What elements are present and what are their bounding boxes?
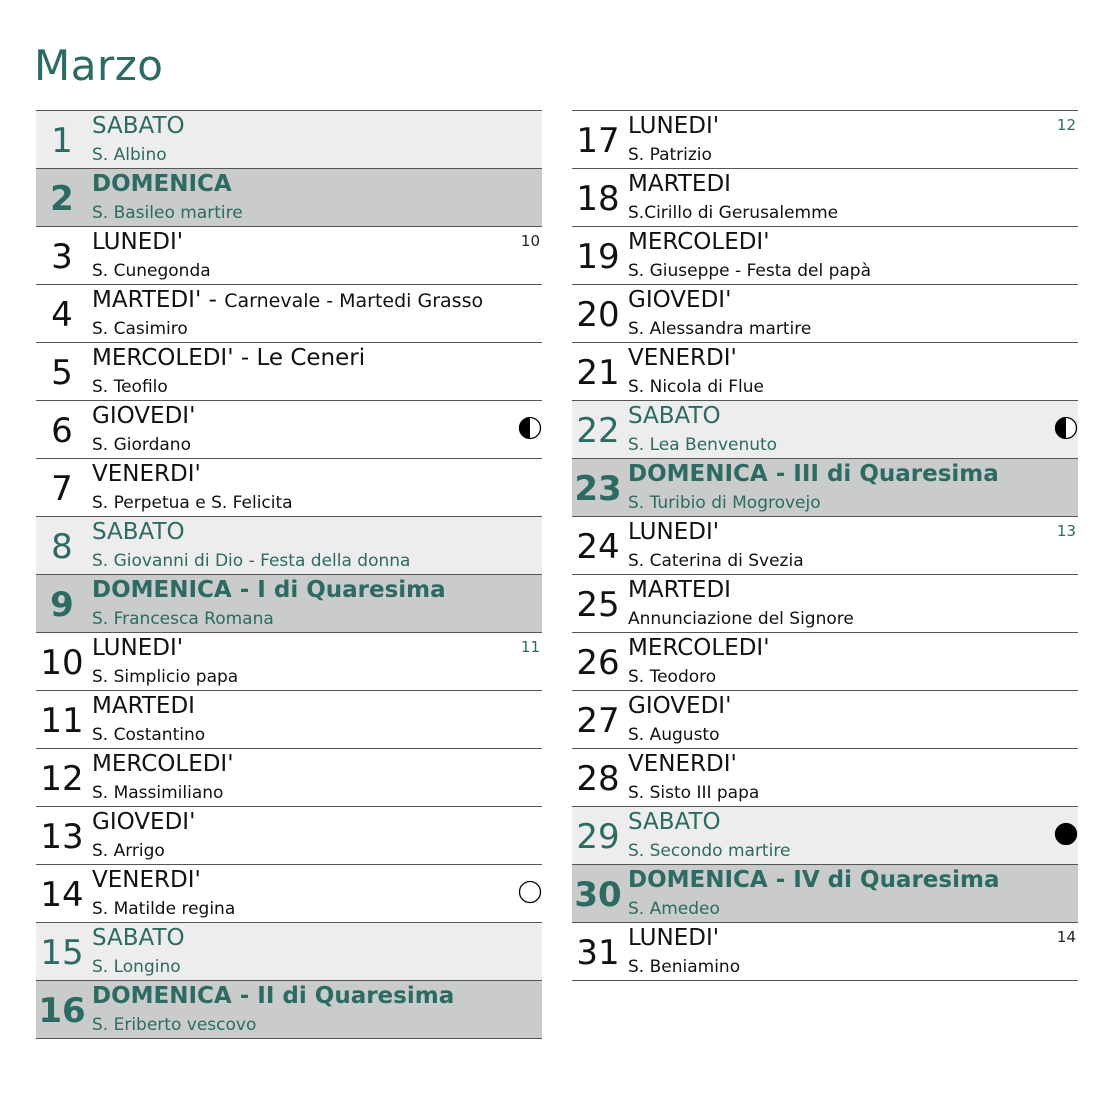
saint-name: S. Basileo martire bbox=[92, 203, 243, 223]
saint-name: S. Casimiro bbox=[92, 319, 188, 339]
weekday-text: SABATO bbox=[92, 925, 185, 951]
holiday-note: Carnevale - Martedi Grasso bbox=[224, 290, 484, 312]
day-row bbox=[36, 459, 542, 517]
page-title: Marzo bbox=[34, 41, 164, 90]
saint-name: S. Sisto III papa bbox=[628, 783, 760, 803]
weekday-text: SABATO bbox=[628, 403, 721, 429]
day-number: 4 bbox=[51, 295, 73, 335]
first-quarter-moon-icon bbox=[518, 416, 542, 440]
day-number: 16 bbox=[38, 991, 86, 1031]
day-number: 2 bbox=[50, 179, 74, 219]
weekday-label bbox=[92, 633, 183, 663]
day-row bbox=[36, 923, 542, 981]
day-number: 8 bbox=[51, 527, 73, 567]
weekday-text: DOMENICA - I di Quaresima bbox=[92, 577, 446, 603]
day-row bbox=[572, 343, 1078, 401]
weekday-label bbox=[92, 459, 201, 489]
weekday-label bbox=[92, 169, 232, 199]
weekday-label bbox=[92, 865, 201, 895]
day-number: 6 bbox=[51, 411, 73, 451]
full-moon-icon bbox=[518, 880, 542, 904]
weekday-label bbox=[92, 227, 183, 257]
saint-name: S. Matilde regina bbox=[92, 899, 236, 919]
weekday-label bbox=[92, 923, 185, 953]
weekday-text: VENERDI' bbox=[628, 751, 737, 777]
day-number: 31 bbox=[576, 933, 620, 973]
day-number: 13 bbox=[40, 817, 84, 857]
weekday-label bbox=[92, 343, 365, 373]
weekday-label bbox=[92, 285, 483, 316]
saint-name: S. Giovanni di Dio - Festa della donna bbox=[92, 551, 411, 571]
weekday-label bbox=[628, 749, 737, 779]
saint-name: S. Giuseppe - Festa del papà bbox=[628, 261, 872, 281]
day-row bbox=[36, 343, 542, 401]
day-number: 29 bbox=[576, 817, 620, 857]
weekday-label bbox=[628, 865, 999, 895]
weekday-text: LUNEDI' bbox=[92, 229, 184, 255]
weekday-text: GIOVEDI' bbox=[628, 693, 732, 719]
day-number: 25 bbox=[576, 585, 620, 625]
saint-name: Annunciazione del Signore bbox=[628, 609, 854, 629]
weekday-label bbox=[628, 459, 999, 489]
day-number: 20 bbox=[576, 295, 620, 335]
day-row bbox=[572, 401, 1078, 459]
weekday-label bbox=[92, 807, 195, 837]
day-number: 10 bbox=[40, 643, 84, 683]
day-number: 30 bbox=[574, 875, 622, 915]
weekday-text: GIOVEDI' bbox=[92, 809, 196, 835]
day-row bbox=[36, 111, 542, 169]
day-number: 19 bbox=[576, 237, 620, 277]
saint-name: S. Eriberto vescovo bbox=[92, 1015, 257, 1035]
day-number: 14 bbox=[40, 875, 84, 915]
saint-name: S. Francesca Romana bbox=[92, 609, 274, 629]
week-number: 10 bbox=[520, 232, 540, 250]
weekday-text: DOMENICA - II di Quaresima bbox=[92, 983, 455, 1009]
saint-name: S. Arrigo bbox=[92, 841, 165, 861]
day-row bbox=[572, 633, 1078, 691]
saint-name: S. Cunegonda bbox=[92, 261, 211, 281]
day-row bbox=[572, 517, 1078, 575]
saint-name: S. Perpetua e S. Felicita bbox=[92, 493, 293, 513]
day-row bbox=[36, 749, 542, 807]
saint-name: S. Secondo martire bbox=[628, 841, 791, 861]
saint-name: S. Turibio di Mogrovejo bbox=[628, 493, 821, 513]
weekday-text: SABATO bbox=[92, 519, 185, 545]
saint-name: S. Alessandra martire bbox=[628, 319, 812, 339]
weekday-label bbox=[628, 111, 719, 141]
weekday-text: MERCOLEDI' bbox=[628, 229, 770, 255]
saint-name: S. Patrizio bbox=[628, 145, 712, 165]
weekday-text: SABATO bbox=[92, 113, 185, 139]
day-number: 27 bbox=[576, 701, 620, 741]
day-row bbox=[572, 285, 1078, 343]
weekday-label bbox=[628, 401, 721, 431]
weekday-text: VENERDI' bbox=[92, 461, 201, 487]
weekday-text: MARTEDI bbox=[628, 577, 731, 603]
day-number: 21 bbox=[576, 353, 620, 393]
weekday-label bbox=[628, 923, 719, 953]
day-row bbox=[36, 865, 542, 923]
weekday-label bbox=[628, 691, 731, 721]
weekday-label bbox=[92, 749, 234, 779]
day-row bbox=[36, 227, 542, 285]
saint-name: S. Caterina di Svezia bbox=[628, 551, 804, 571]
saint-name: S. Albino bbox=[92, 145, 167, 165]
day-row bbox=[572, 807, 1078, 865]
saint-name: S. Longino bbox=[92, 957, 181, 977]
saint-name: S. Teodoro bbox=[628, 667, 717, 687]
day-number: 26 bbox=[576, 643, 620, 683]
weekday-label bbox=[628, 807, 721, 837]
weekday-text: MERCOLEDI' - Le Ceneri bbox=[92, 345, 366, 371]
weekday-label bbox=[628, 633, 770, 663]
weekday-text: SABATO bbox=[628, 809, 721, 835]
weekday-label bbox=[628, 575, 731, 605]
day-number: 12 bbox=[40, 759, 84, 799]
saint-name: S. Lea Benvenuto bbox=[628, 435, 778, 455]
day-number: 24 bbox=[576, 527, 620, 567]
day-row bbox=[36, 633, 542, 691]
saint-name: S. Giordano bbox=[92, 435, 191, 455]
day-row bbox=[36, 807, 542, 865]
weekday-text: GIOVEDI' bbox=[628, 287, 732, 313]
day-row bbox=[36, 575, 542, 633]
day-number: 22 bbox=[576, 411, 620, 451]
day-row bbox=[36, 517, 542, 575]
day-row bbox=[36, 981, 542, 1039]
saint-name: S. Nicola di Flue bbox=[628, 377, 764, 397]
weekday-text: MARTEDI bbox=[92, 693, 195, 719]
weekday-text: MERCOLEDI' bbox=[628, 635, 770, 661]
weekday-text: LUNEDI' bbox=[628, 925, 720, 951]
day-row bbox=[36, 401, 542, 459]
weekday-label bbox=[92, 517, 185, 547]
saint-name: S. Teofilo bbox=[92, 377, 168, 397]
saint-name: S. Amedeo bbox=[628, 899, 720, 919]
weekday-label bbox=[628, 285, 731, 315]
day-row bbox=[572, 111, 1078, 169]
saint-name: S. Simplicio papa bbox=[92, 667, 239, 687]
weekday-text: MARTEDI bbox=[628, 171, 731, 197]
weekday-label bbox=[92, 691, 195, 721]
weekday-label bbox=[628, 169, 731, 199]
weekday-label bbox=[92, 575, 446, 605]
weekday-text: VENERDI' bbox=[92, 867, 201, 893]
day-number: 1 bbox=[51, 121, 73, 161]
weekday-text: MARTEDI' - bbox=[92, 287, 225, 313]
day-number: 11 bbox=[40, 701, 84, 741]
saint-name: S. Beniamino bbox=[628, 957, 741, 977]
weekday-text: VENERDI' bbox=[628, 345, 737, 371]
day-row bbox=[36, 285, 542, 343]
weekday-text: LUNEDI' bbox=[628, 113, 720, 139]
day-row bbox=[572, 923, 1078, 981]
weekday-label bbox=[628, 227, 770, 257]
saint-name: S. Costantino bbox=[92, 725, 206, 745]
day-row bbox=[572, 227, 1078, 285]
weekday-text: DOMENICA - IV di Quaresima bbox=[628, 867, 1000, 893]
weekday-text: DOMENICA bbox=[92, 171, 232, 197]
day-row bbox=[572, 691, 1078, 749]
new-moon-icon bbox=[1054, 822, 1078, 846]
day-number: 18 bbox=[576, 179, 620, 219]
weekday-text: DOMENICA - III di Quaresima bbox=[628, 461, 999, 487]
left-day-column bbox=[36, 110, 542, 1039]
day-row bbox=[572, 575, 1078, 633]
last-quarter-moon-icon bbox=[1054, 416, 1078, 440]
day-row bbox=[572, 749, 1078, 807]
week-number: 12 bbox=[1056, 116, 1076, 134]
week-number: 14 bbox=[1056, 928, 1076, 946]
day-row bbox=[572, 169, 1078, 227]
day-number: 23 bbox=[574, 469, 622, 509]
weekday-text: MERCOLEDI' bbox=[92, 751, 234, 777]
day-row bbox=[572, 459, 1078, 517]
saint-name: S. Augusto bbox=[628, 725, 720, 745]
day-number: 17 bbox=[576, 121, 620, 161]
week-number: 11 bbox=[520, 638, 540, 656]
right-day-column bbox=[572, 110, 1078, 981]
saint-name: S. Massimiliano bbox=[92, 783, 224, 803]
weekday-label bbox=[92, 111, 185, 141]
day-number: 15 bbox=[40, 933, 84, 973]
day-number: 5 bbox=[51, 353, 73, 393]
day-row bbox=[36, 169, 542, 227]
day-number: 7 bbox=[51, 469, 73, 509]
weekday-label bbox=[92, 981, 454, 1011]
day-number: 28 bbox=[576, 759, 620, 799]
day-number: 9 bbox=[50, 585, 74, 625]
weekday-label bbox=[628, 517, 719, 547]
weekday-text: GIOVEDI' bbox=[92, 403, 196, 429]
day-row bbox=[36, 691, 542, 749]
saint-name: S.Cirillo di Gerusalemme bbox=[628, 203, 839, 223]
weekday-text: LUNEDI' bbox=[628, 519, 720, 545]
day-row bbox=[572, 865, 1078, 923]
weekday-label bbox=[92, 401, 195, 431]
week-number: 13 bbox=[1056, 522, 1076, 540]
day-number: 3 bbox=[51, 237, 73, 277]
weekday-label bbox=[628, 343, 737, 373]
weekday-text: LUNEDI' bbox=[92, 635, 184, 661]
